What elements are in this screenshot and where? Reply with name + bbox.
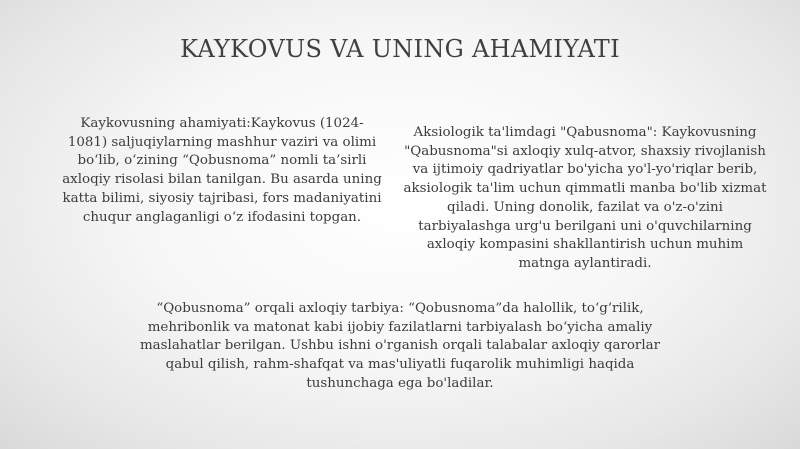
left-text-block: Kaykovusning ahamiyati:Kaykovus (1024-1081) saljuqiylarning mashhur vaziri va olimi boʻlib, oʻzining “Qobusnoma” nomli ta’sirli axloqiy risolasi bilan tanilgan. Bu asarda uning katta bilimi, siyosiy tajribasi, fors madaniyatini chuqur anglaganligi oʻz ifodasini topgan. <box>62 116 382 225</box>
slide-title: KAYKOVUS VA UNING AHAMIYATI <box>180 35 620 63</box>
bottom-text-block: “Qobusnoma” orqali axloqiy tarbiya: “Qobusnoma”da halollik, toʻgʻrilik, mehribonlik va matonat kabi ijobiy fazilatlarni tarbiyalash boʻyicha amaliy maslahatlar berilgan. Ushbu ishni o'rganish orqali talabalar axloqiy qarorlar qabul qilish, rahm-shafqat va mas'uliyatli fuqarolik muhimligi haqida tushunchaga ega bo'ladilar. <box>139 301 660 391</box>
right-text-block: Aksiologik ta'limdagi "Qabusnoma": Kaykovusning "Qabusnoma"si axloqiy xulq-atvor, shaxsiy rivojlanish va ijtimoiy qadriyatlar bo'yicha yo'l-yo'riqlar berib, aksiologik ta'lim uchun qimmatli manba bo'lib xizmat qiladi. Uning donolik, fazilat va o'z-o'zini tarbiyalashga urg'u berilgani uni o'quvchilarning axloqiy kompasini shakllantirish uchun muhim matnga aylantiradi. <box>403 125 767 271</box>
